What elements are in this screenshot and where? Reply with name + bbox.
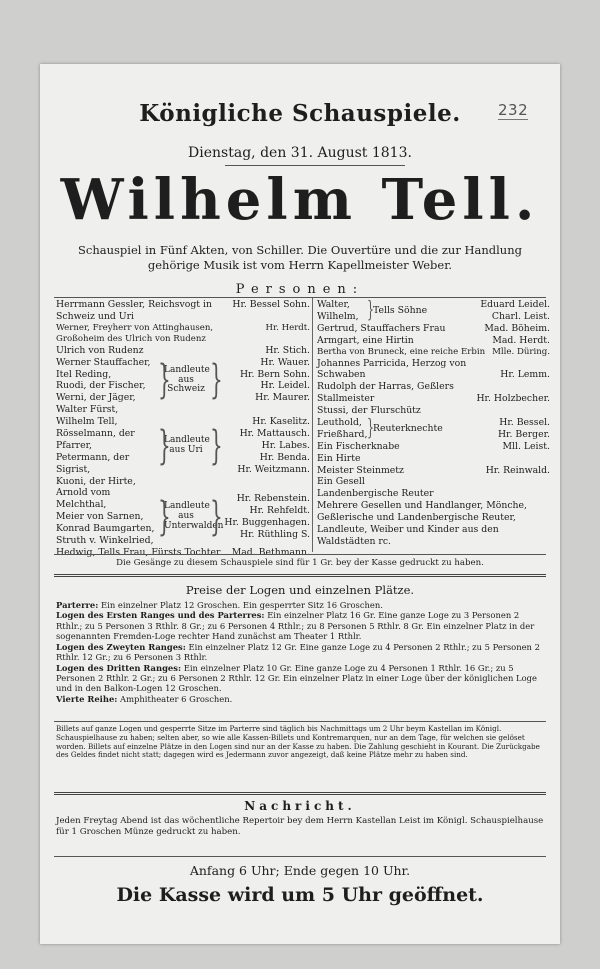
price-parterre: Parterre: Ein einzelner Platz 12 Groschen. Ein gesperrter Sitz 16 Groschen.	[56, 600, 383, 610]
brace-icon: }	[158, 494, 171, 541]
songs-note: Die Gesänge zu diesem Schauspiele sind für 1 Gr. bey der Kasse gedruckt zu haben.	[116, 558, 484, 568]
price-rang3: Logen des Dritten Ranges: Ein einzelner Platz 10 Gr. Eine ganze Loge zu 4 Personen 1 Rthlr. 16 Gr.; zu 5 Personen 2 Rthlr. 2 Gr.; zu 6 Personen 2 Rthlr. 12 Gr. Ein einzelner Platz in einer Loge über der königlichen Loge und in den Balkon-Logen 12 Groschen.	[56, 662, 537, 694]
cast-row: Gertrud, Stauffachers Frau Mad. Böheim.	[317, 322, 550, 334]
section-rule	[54, 856, 546, 857]
playbill-sheet	[40, 64, 560, 944]
tickets-note: Billets auf ganze Logen und gesperrte Sitze im Parterre sind täglich bis Nachmittags um 2 Uhr beym Kastellan im Königl. Schauspielhause zu haben; selten aber, so wie alle Kassen-Billets und Kontremarquen, nur an dem Tage, für welchen sie gelöset worden. Billets auf einzelne Plätze in den Logen sind nur an der Kasse zu haben. Die Zahlung geschieht in Kourant. Die Zurückgabe des Geldes findet nicht statt; dagegen wird es Jedermann zuvor angezeigt, daß keine Plätze mehr zu haben sind.	[56, 724, 540, 760]
cast-row: Stussi, der Flurschütz	[317, 405, 421, 417]
price-rang2: Logen des Zweyten Ranges: Ein einzelner Platz 12 Gr. Eine ganze Loge zu 4 Personen 2 Rthlr.; zu 5 Personen 2 Rthlr. 12 Gr.; zu 6 Personen 3 Rthlr.	[56, 641, 540, 663]
cast-row: Ein Fischerknabe Mll. Leist.	[317, 440, 550, 452]
theater-name: Königliche Schauspiele.	[139, 100, 461, 127]
section-rule	[54, 574, 546, 577]
nachricht-text: Jeden Freytag Abend ist das wöchentliche Repertoir bey dem Herrn Kastellan Leist im Königl. Schauspielhause für 1 Groschen Münze gedruckt zu haben.	[56, 816, 544, 838]
brace-icon: }	[367, 298, 374, 324]
cast-row: Rudolph der Harras, Geßlers Stallmeister Hr. Holzbecher.	[317, 381, 550, 405]
brace-icon: }	[210, 494, 223, 541]
section-rule	[54, 792, 546, 795]
play-title: Wilhelm Tell.	[60, 167, 540, 233]
cast-group-schweiz: Werner Stauffacher, Itel Reding, Ruodi, der Fischer, Werni, der Jäger, } Landleute aus Schweiz } Hr. Wauer. Hr. Bern Sohn. Hr. Leidel. Hr. Maurer.	[56, 356, 310, 404]
cast-divider	[312, 298, 313, 552]
cast-group-tells-sons: Walter, Wilhelm, } Tells Söhne Eduard Leidel. Charl. Leist.	[317, 298, 550, 324]
cast-right-column	[317, 299, 550, 551]
cast-row: Ein Gesell	[317, 476, 365, 488]
cast-top-rule	[54, 297, 546, 298]
performance-date: Dienstag, den 31. August 1813.	[188, 145, 412, 161]
cast-row: Bertha von Bruneck, eine reiche Erbin Mlle. Düring.	[317, 346, 550, 357]
brace-icon: }	[158, 357, 171, 404]
cast-group-uri: Walter Fürst, Wilhelm Tell, Rösselmann, der Pfarrer, Petermann, der Sigrist, Kuoni, der Hirte, } Landleute aus Uri } Hr. Kaselitz. Hr. Mattausch. Hr. Labes. Hr. Benda. Hr. Weitzmann.	[56, 404, 310, 487]
cast-bottom-rule	[54, 554, 546, 555]
cast-row: Ulrich von Rudenz Hr. Stich.	[56, 344, 310, 356]
brace-icon: }	[367, 416, 374, 442]
cast-row: Hedwig, Tells Frau, Fürsts Tochter Mad. Bethmann.	[56, 546, 310, 558]
cast-row: Johannes Parricida, Herzog von Schwaben Hr. Lemm.	[317, 357, 550, 381]
cast-row: Herrmann Gessler, Reichsvogt in Schweiz und Uri Hr. Bessel Sohn.	[56, 299, 310, 322]
brace-icon: }	[210, 422, 223, 469]
cast-group-unterwalden: Arnold vom Melchthal, Meier von Sarnen, Konrad Baumgarten, Struth v. Winkelried, } Landleute aus Unterwalden } Hr. Rebenstein. Hr. Rehfeldt. Hr. Buggenhagen. Hr. Rüthling S.	[56, 487, 310, 547]
price-rang1: Logen des Ersten Ranges und des Parterres: Ein einzelner Platz 16 Gr. Eine ganze Loge zu 3 Personen 2 Rthlr.; zu 5 Personen 3 Rthlr. 8 Gr.; zu 6 Personen 4 Rthlr.; zu 8 Personen 5 Rthlr. 8 Gr. Ein einzelner Platz in der sogenannten Fremden-Loge rechter Hand zunächst am Theater 1 Rthlr.	[56, 610, 535, 642]
nachricht-heading: Nachricht.	[244, 799, 356, 813]
box-office-opening: Die Kasse wird um 5 Uhr geöffnet.	[116, 884, 484, 906]
brace-icon: }	[158, 422, 171, 469]
prices-block	[56, 600, 546, 704]
brace-icon: }	[210, 357, 223, 404]
date-rule	[225, 165, 405, 166]
cast-row: Werner, Freyherr von Attinghausen, Großoheim des Ulrich von Rudenz Hr. Herdt.	[56, 322, 310, 344]
prices-heading: Preise der Logen und einzelnen Plätze.	[185, 583, 415, 597]
cast-row: Meister Steinmetz Hr. Reinwald.	[317, 464, 550, 476]
cast-heading: Personen:	[235, 282, 365, 297]
cast-chorus: Mehrere Gesellen und Handlanger, Mönche, Geßlerische und Landenbergische Reuter, Landleute, Weiber und Kinder aus den Waldstädten rc.	[317, 500, 527, 547]
cast-group-reiter: Leuthold, Frießhard, } Reuterknechte Hr. Bessel. Hr. Berger.	[317, 416, 550, 442]
cast-left-column	[56, 299, 310, 558]
cast-row: Ein Hirte	[317, 452, 361, 464]
cast-row: Landenbergische Reuter	[317, 488, 434, 500]
section-rule	[54, 721, 546, 722]
price-reihe4: Vierte Reihe: Amphitheater 6 Groschen.	[56, 693, 233, 704]
archive-number: 232	[498, 101, 529, 119]
cast-row: Armgart, eine Hirtin Mad. Herdt.	[317, 334, 550, 346]
play-subtitle: Schauspiel in Fünf Akten, von Schiller. Die Ouvertüre und die zur Handlung gehörige Musik ist vom Herrn Kapellmeister Weber.	[78, 243, 522, 272]
start-end-times: Anfang 6 Uhr; Ende gegen 10 Uhr.	[189, 863, 411, 878]
